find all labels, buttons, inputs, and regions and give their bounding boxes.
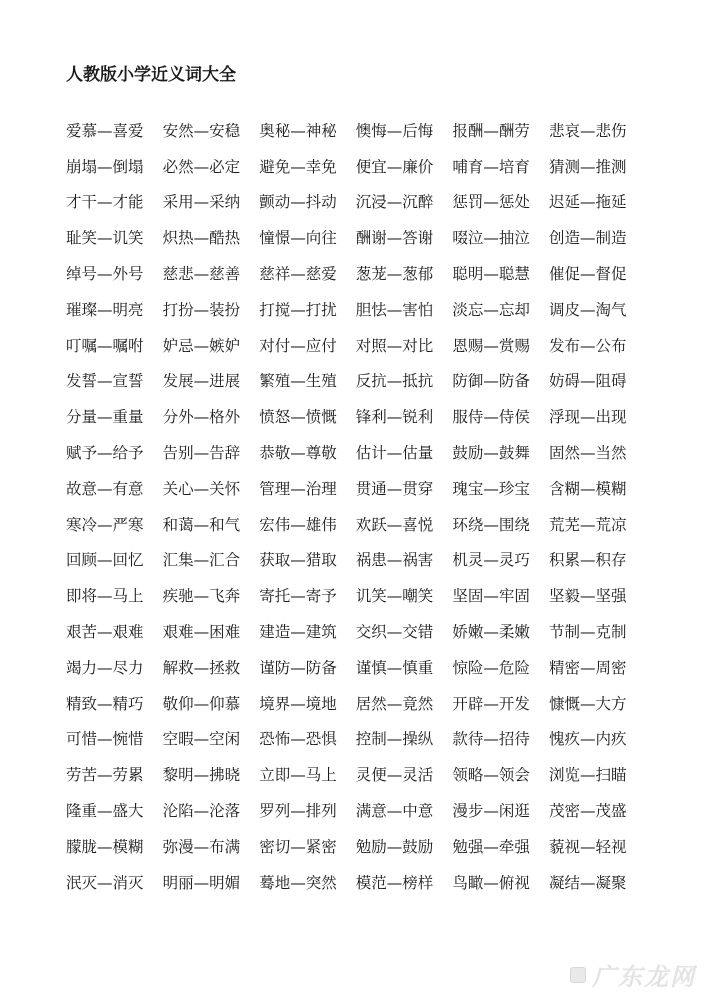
synonym-pair: 叮嘱—嘱咐 <box>66 336 144 355</box>
synonym-pair: 即将—马上 <box>66 587 144 606</box>
synonym-pair: 交织—交错 <box>355 623 434 642</box>
word-row <box>66 828 646 864</box>
synonym-pair: 鸟瞰—俯视 <box>452 873 530 892</box>
synonym-pair: 模范—榜样 <box>355 873 434 892</box>
synonym-pair: 黎明—拂晓 <box>162 766 241 785</box>
word-row <box>66 112 646 148</box>
synonym-pair: 汇集—汇合 <box>162 551 241 570</box>
synonym-pair: 茂密—茂盛 <box>548 802 627 821</box>
synonym-pair: 隆重—盛大 <box>66 802 144 821</box>
synonym-pair: 安然—安稳 <box>162 121 241 140</box>
synonym-pair: 淡忘—忘却 <box>452 300 530 319</box>
synonym-pair: 谨慎—慎重 <box>355 658 434 677</box>
word-row <box>66 398 646 434</box>
watermark-text: 广东龙网 <box>592 963 696 991</box>
word-row <box>66 506 646 542</box>
synonym-pair: 爱慕—喜爱 <box>66 121 144 140</box>
synonym-pair: 妒忌—嫉妒 <box>162 336 241 355</box>
word-row <box>66 577 646 613</box>
word-row <box>66 148 646 184</box>
synonym-pair: 藐视—轻视 <box>548 837 627 856</box>
synonym-pair: 朦胧—模糊 <box>66 837 144 856</box>
synonym-pair: 满意—中意 <box>355 802 434 821</box>
synonym-pair: 璀璨—明亮 <box>66 300 144 319</box>
synonym-pair: 控制—操纵 <box>355 730 434 749</box>
word-row <box>66 613 646 649</box>
word-row <box>66 756 646 792</box>
synonym-pair: 赋予—给予 <box>66 444 144 463</box>
synonym-pair: 浏览—扫瞄 <box>548 766 627 785</box>
synonym-pair: 宏伟—雄伟 <box>259 515 337 534</box>
synonym-pair: 竭力—尽力 <box>66 658 144 677</box>
synonym-pair: 慷慨—大方 <box>548 694 627 713</box>
synonym-pair: 立即—马上 <box>259 766 337 785</box>
synonym-pair: 领略—领会 <box>452 766 530 785</box>
synonym-pair: 可惜—惋惜 <box>66 730 144 749</box>
synonym-pair: 对照—对比 <box>355 336 434 355</box>
synonym-pair: 讥笑—嘲笑 <box>355 587 434 606</box>
synonym-pair: 反抗—抵抗 <box>355 372 434 391</box>
synonym-pair: 分量—重量 <box>66 408 144 427</box>
synonym-pair: 欢跃—喜悦 <box>355 515 434 534</box>
synonym-pair: 敬仰—仰慕 <box>162 694 241 713</box>
synonym-pair: 酬谢—答谢 <box>355 229 434 248</box>
synonym-pair: 疾驰—飞奔 <box>162 587 241 606</box>
word-row <box>66 327 646 363</box>
synonym-pair: 款待—招待 <box>452 730 530 749</box>
synonym-pair: 防御—防备 <box>452 372 530 391</box>
synonym-pair: 崩塌—倒塌 <box>66 157 144 176</box>
synonym-pair: 罗列—排列 <box>259 802 337 821</box>
synonym-pair: 解救—拯救 <box>162 658 241 677</box>
synonym-pair: 获取—猎取 <box>259 551 337 570</box>
word-row <box>66 542 646 578</box>
site-logo-icon <box>570 967 586 983</box>
synonym-pair: 明丽—明媚 <box>162 873 241 892</box>
synonym-pair: 耻笑—讥笑 <box>66 229 144 248</box>
synonym-pair: 祸患—祸害 <box>355 551 434 570</box>
synonym-pair: 弥漫—布满 <box>162 837 241 856</box>
word-row <box>66 649 646 685</box>
word-row <box>66 864 646 900</box>
synonym-pair: 发展—进展 <box>162 372 241 391</box>
synonym-pair: 啜泣—抽泣 <box>452 229 530 248</box>
synonym-pair: 劳苦—劳累 <box>66 766 144 785</box>
synonym-pair: 空暇—空闲 <box>162 730 241 749</box>
synonym-pair: 节制—克制 <box>548 623 627 642</box>
synonym-pair: 机灵—灵巧 <box>452 551 530 570</box>
synonym-pair: 绰号—外号 <box>66 265 144 284</box>
synonym-pair: 服侍—侍侯 <box>452 408 530 427</box>
synonym-pair: 关心—关怀 <box>162 479 241 498</box>
synonym-pair: 沦陷—沦落 <box>162 802 241 821</box>
synonym-pair: 打扮—装扮 <box>162 300 241 319</box>
synonym-pair: 才干—才能 <box>66 193 144 212</box>
synonym-pair: 蓦地—突然 <box>259 873 337 892</box>
word-row <box>66 792 646 828</box>
synonym-pair: 估计—估量 <box>355 444 434 463</box>
synonym-pair: 泯灭—消灭 <box>66 873 144 892</box>
word-row <box>66 255 646 291</box>
synonym-pair: 炽热—酷热 <box>162 229 241 248</box>
synonym-pair: 贯通—贯穿 <box>355 479 434 498</box>
synonym-pair: 胆怯—害怕 <box>355 300 434 319</box>
synonym-pair: 分外—格外 <box>162 408 241 427</box>
synonym-pair: 勉励—鼓励 <box>355 837 434 856</box>
synonym-pair: 惊险—危险 <box>452 658 530 677</box>
synonym-pair: 慈悲—慈善 <box>162 265 241 284</box>
synonym-pair: 繁殖—生殖 <box>259 372 337 391</box>
synonym-pair: 境界—境地 <box>259 694 337 713</box>
synonym-pair: 娇嫩—柔嫩 <box>452 623 530 642</box>
word-row <box>66 721 646 757</box>
synonym-pair: 恭敬—尊敬 <box>259 444 337 463</box>
synonym-pair: 寒冷—严寒 <box>66 515 144 534</box>
synonym-pair: 漫步—闲逛 <box>452 802 530 821</box>
synonym-pair: 固然—当然 <box>548 444 627 463</box>
synonym-pair: 沉浸—沉醉 <box>355 193 434 212</box>
synonym-pair: 颤动—抖动 <box>259 193 337 212</box>
synonym-pair: 发誓—宣誓 <box>66 372 144 391</box>
synonym-pair: 催促—督促 <box>548 265 627 284</box>
synonym-pair: 恩赐—赏赐 <box>452 336 530 355</box>
synonym-pair: 愧疚—内疚 <box>548 730 627 749</box>
synonym-pair: 精密—周密 <box>548 658 627 677</box>
synonym-pair: 聪明—聪慧 <box>452 265 530 284</box>
synonym-pair: 惩罚—惩处 <box>452 193 530 212</box>
synonym-pair: 迟延—拖延 <box>548 193 627 212</box>
synonym-pair: 谨防—防备 <box>259 658 337 677</box>
synonym-pair: 灵便—灵活 <box>355 766 434 785</box>
synonym-pair: 报酬—酬劳 <box>452 121 530 140</box>
synonym-pair: 哺育—培育 <box>452 157 530 176</box>
synonym-pair: 避免—幸免 <box>259 157 337 176</box>
synonym-pair: 寄托—寄予 <box>259 587 337 606</box>
word-row <box>66 363 646 399</box>
synonym-pair: 凝结—凝聚 <box>548 873 627 892</box>
synonym-pair: 浮现—出现 <box>548 408 627 427</box>
synonym-pair: 悲哀—悲伤 <box>548 121 627 140</box>
word-row <box>66 434 646 470</box>
synonym-pair: 愤怒—愤慨 <box>259 408 337 427</box>
synonym-pair: 故意—有意 <box>66 479 144 498</box>
synonym-pair: 艰苦—艰难 <box>66 623 144 642</box>
synonym-grid <box>66 112 646 900</box>
synonym-pair: 鼓励—鼓舞 <box>452 444 530 463</box>
synonym-pair: 猜测—推测 <box>548 157 627 176</box>
synonym-pair: 恐怖—恐惧 <box>259 730 337 749</box>
synonym-pair: 坚毅—坚强 <box>548 587 627 606</box>
synonym-pair: 懊悔—后悔 <box>355 121 434 140</box>
synonym-pair: 打搅—打扰 <box>259 300 337 319</box>
synonym-pair: 管理—治理 <box>259 479 337 498</box>
synonym-pair: 葱茏—葱郁 <box>355 265 434 284</box>
word-row <box>66 219 646 255</box>
page-title: 人教版小学近义词大全 <box>66 65 236 85</box>
word-row <box>66 291 646 327</box>
synonym-pair: 密切—紧密 <box>259 837 337 856</box>
synonym-pair: 憧憬—向往 <box>259 229 337 248</box>
synonym-pair: 创造—制造 <box>548 229 627 248</box>
watermark <box>570 957 696 992</box>
synonym-pair: 荒芜—荒凉 <box>548 515 627 534</box>
word-row <box>66 685 646 721</box>
synonym-pair: 发布—公布 <box>548 336 627 355</box>
synonym-pair: 慈祥—慈爱 <box>259 265 337 284</box>
synonym-pair: 采用—采纳 <box>162 193 241 212</box>
synonym-pair: 环绕—围绕 <box>452 515 530 534</box>
synonym-pair: 含糊—模糊 <box>548 479 627 498</box>
synonym-pair: 建造—建筑 <box>259 623 337 642</box>
synonym-pair: 开辟—开发 <box>452 694 530 713</box>
synonym-pair: 必然—必定 <box>162 157 241 176</box>
synonym-pair: 对付—应付 <box>259 336 337 355</box>
synonym-pair: 妨碍—阻碍 <box>548 372 627 391</box>
synonym-pair: 坚固—牢固 <box>452 587 530 606</box>
synonym-pair: 回顾—回忆 <box>66 551 144 570</box>
synonym-pair: 积累—积存 <box>548 551 627 570</box>
synonym-pair: 奥秘—神秘 <box>259 121 337 140</box>
synonym-pair: 居然—竟然 <box>355 694 434 713</box>
synonym-pair: 艰难—困难 <box>162 623 241 642</box>
word-row <box>66 184 646 220</box>
synonym-pair: 调皮—淘气 <box>548 300 627 319</box>
synonym-pair: 瑰宝—珍宝 <box>452 479 530 498</box>
synonym-pair: 精致—精巧 <box>66 694 144 713</box>
word-row <box>66 470 646 506</box>
synonym-pair: 勉强—牵强 <box>452 837 530 856</box>
synonym-pair: 锋利—锐利 <box>355 408 434 427</box>
synonym-pair: 和蔼—和气 <box>162 515 241 534</box>
synonym-pair: 便宜—廉价 <box>355 157 434 176</box>
synonym-pair: 告别—告辞 <box>162 444 241 463</box>
